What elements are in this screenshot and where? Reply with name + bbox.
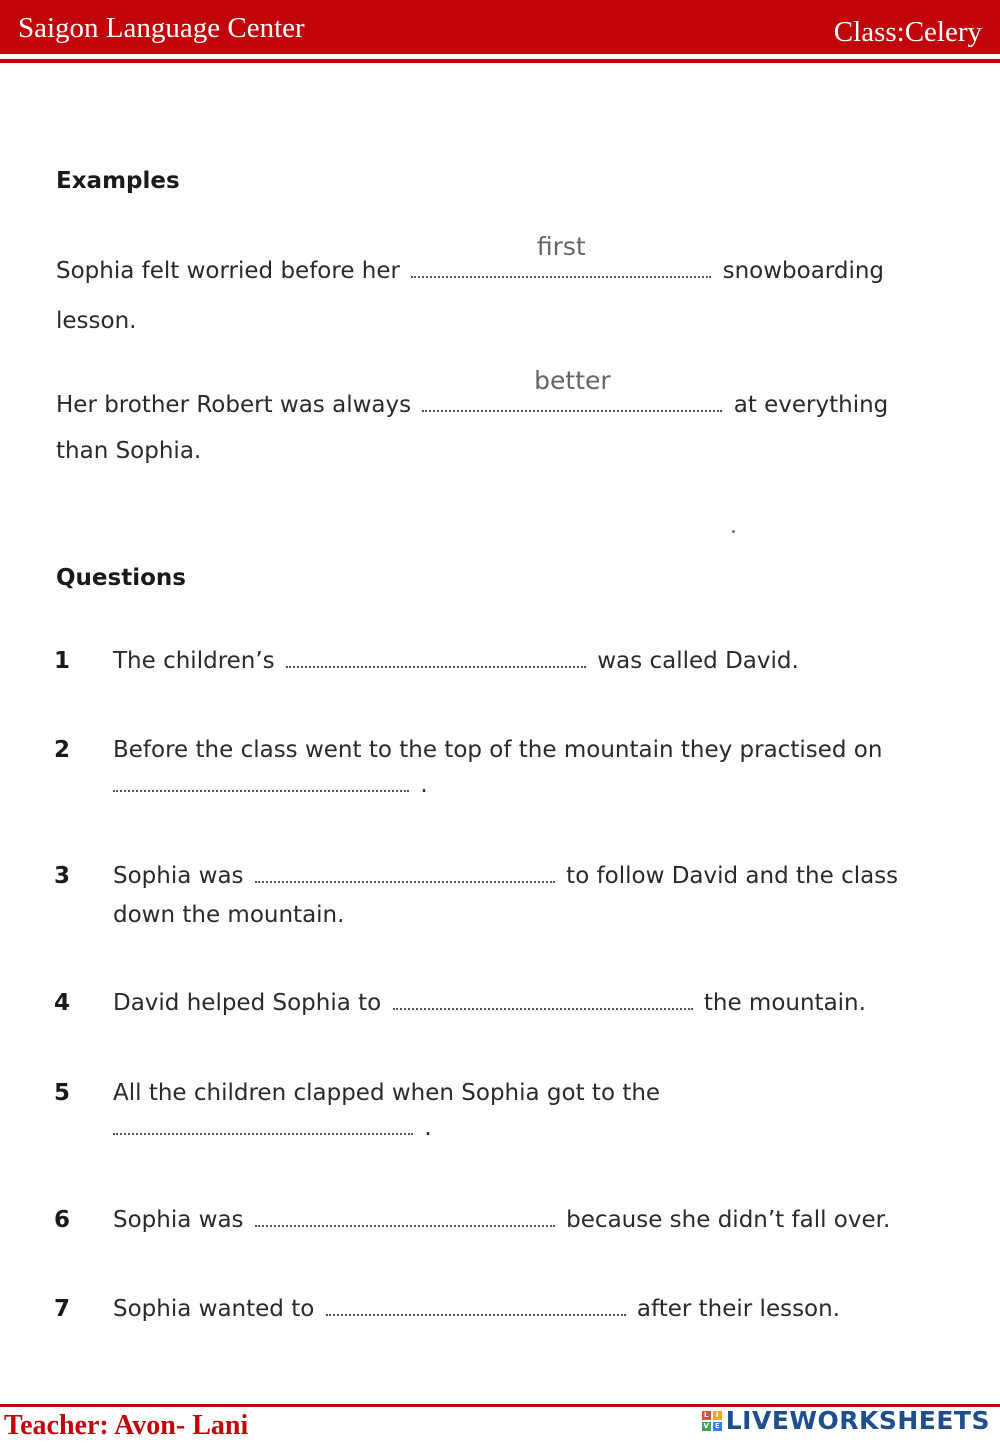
example-2-line2: than Sophia. <box>56 438 202 464</box>
question-3-line2: down the mountain. <box>113 902 345 928</box>
example-2-line1 <box>56 366 889 420</box>
liveworksheets-icon: L I V E <box>702 1411 722 1431</box>
question-5-number: 5 <box>54 1080 71 1106</box>
question-1 <box>113 648 799 674</box>
question-4-before: David helped Sophia to <box>113 990 382 1016</box>
question-5-before: All the children clapped when Sophia got to the <box>113 1080 661 1106</box>
questions-title: Questions <box>56 565 186 591</box>
question-2-line2 <box>113 772 428 798</box>
question-3 <box>113 863 898 889</box>
example-1-answer: first <box>536 232 586 261</box>
question-6-number: 6 <box>54 1207 71 1233</box>
example-1-before: Sophia felt worried before her <box>56 258 400 284</box>
question-4-answer-field[interactable] <box>393 990 693 1010</box>
center-name: Saigon Language Center <box>18 12 305 44</box>
question-6-after: because she didn’t fall over. <box>566 1207 891 1233</box>
header-divider <box>0 59 1000 63</box>
example-1-line2: lesson. <box>56 308 137 334</box>
example-2-answer: better <box>534 366 611 395</box>
question-2-answer-field[interactable] <box>113 772 409 792</box>
question-6-before: Sophia was <box>113 1207 244 1233</box>
question-3-answer-field[interactable] <box>255 863 555 883</box>
question-1-number: 1 <box>54 648 71 674</box>
question-3-before: Sophia was <box>113 863 244 889</box>
stray-dot <box>732 530 735 533</box>
question-5-line2 <box>113 1115 432 1141</box>
example-1-after: snowboarding <box>722 258 885 284</box>
question-2-after: . <box>420 772 428 798</box>
example-1-blank <box>411 232 711 278</box>
teacher-name: Teacher: Avon- Lani <box>4 1410 249 1441</box>
question-5-after: . <box>424 1115 432 1141</box>
header-bar <box>0 0 1000 54</box>
example-2-after: at everything <box>733 392 889 418</box>
question-1-after: was called David. <box>597 648 799 674</box>
example-2-blank <box>422 366 722 412</box>
question-6-answer-field[interactable] <box>255 1207 555 1227</box>
liveworksheets-logo[interactable] <box>702 1406 990 1435</box>
question-1-answer-field[interactable] <box>286 648 586 668</box>
example-1-line1 <box>56 232 885 286</box>
question-7-number: 7 <box>54 1296 71 1322</box>
question-5-answer-field[interactable] <box>113 1115 413 1135</box>
example-2-before: Her brother Robert was always <box>56 392 412 418</box>
question-1-before: The children’s <box>113 648 275 674</box>
question-6 <box>113 1207 890 1233</box>
question-3-after: to follow David and the class <box>566 863 899 889</box>
question-7-answer-field[interactable] <box>326 1296 626 1316</box>
examples-title: Examples <box>56 168 180 194</box>
question-3-number: 3 <box>54 863 71 889</box>
question-2-number: 2 <box>54 737 71 763</box>
question-4-number: 4 <box>54 990 71 1016</box>
class-label: Class:Celery <box>833 16 982 48</box>
question-4 <box>113 990 866 1016</box>
question-2-before: Before the class went to the top of the mountain they practised on <box>113 737 883 763</box>
question-4-after: the mountain. <box>703 990 866 1016</box>
question-7-before: Sophia wanted to <box>113 1296 315 1322</box>
question-7-after: after their lesson. <box>636 1296 841 1322</box>
question-7 <box>113 1296 840 1322</box>
brand-name: LIVEWORKSHEETS <box>725 1406 990 1435</box>
